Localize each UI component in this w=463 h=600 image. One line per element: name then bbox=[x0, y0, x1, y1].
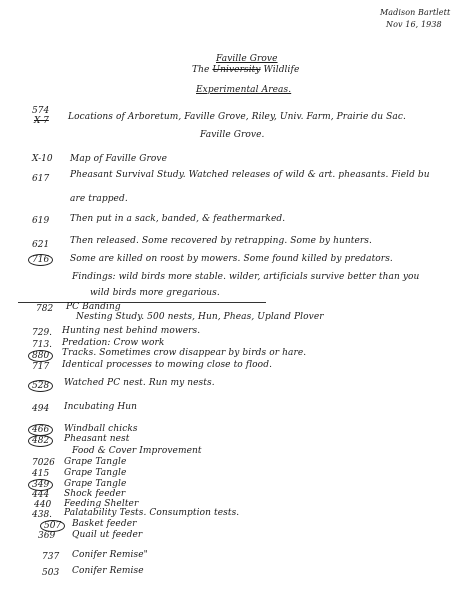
findings-continuation: wild birds more gregarious. bbox=[90, 288, 220, 298]
food-cover-heading: Food & Cover Improvement bbox=[72, 446, 202, 456]
entry-text: Map of Faville Grove bbox=[70, 154, 168, 164]
entry-code: 369 bbox=[38, 531, 56, 541]
entry-code-circled: 507 bbox=[40, 520, 65, 532]
entry-text: Basket feeder bbox=[72, 519, 137, 529]
entry-text: Quail ut feeder bbox=[72, 530, 143, 540]
author-signature: Madison Bartlett bbox=[380, 8, 451, 17]
entry-text: Some are killed on roost by mowers. Some found killed by predators. bbox=[70, 254, 393, 264]
entry-code: 713. bbox=[32, 340, 53, 350]
entry-text: Feeding Shelter bbox=[64, 499, 139, 509]
document-date: Nov 16, 1938 bbox=[386, 20, 442, 29]
entry-code-circled: 349 bbox=[28, 479, 53, 491]
entry-code: 503 bbox=[42, 568, 60, 578]
entry-text: Shock feeder bbox=[64, 489, 126, 499]
entry-code-circled: 466 bbox=[28, 424, 53, 436]
entry-code: 619 bbox=[32, 216, 50, 226]
entry-text: Incubating Hun bbox=[64, 402, 138, 412]
entry-code: 621 bbox=[32, 240, 50, 250]
entry-code: 444 bbox=[32, 490, 50, 500]
entry-text: Then released. Some recovered by retrapping. Some by hunters. bbox=[70, 236, 372, 246]
entry-code: 729. bbox=[32, 328, 53, 338]
entry-text: Watched PC nest. Run my nests. bbox=[64, 378, 215, 388]
entry-code: 440 bbox=[34, 500, 52, 510]
entry-code: 737 bbox=[42, 552, 60, 562]
entry-code-circled: 880 bbox=[28, 350, 53, 362]
entry-text: Pheasant Survival Study. Watched releases of wild & art. pheasants. Field bu bbox=[70, 170, 430, 180]
entry-text: Conifer Remise bbox=[72, 566, 144, 576]
entry-code: 438. bbox=[32, 510, 53, 520]
entry-text: Pheasant nest bbox=[64, 434, 130, 444]
entry-text: Hunting nest behind mowers. bbox=[62, 326, 201, 336]
divider-line bbox=[18, 302, 266, 303]
entry-text: PC Banding bbox=[66, 302, 121, 312]
findings-line: Findings: wild birds more stable. wilder, artificials survive better than you bbox=[72, 272, 420, 282]
entry-code: 617 bbox=[32, 174, 50, 184]
entry-text: Grape Tangle bbox=[64, 468, 127, 478]
entry-code-circled: 528 bbox=[28, 380, 53, 392]
entry-text: Conifer Remise" bbox=[72, 550, 148, 560]
entry-text: Tracks. Sometimes crow disappear by birds or hare. bbox=[62, 348, 307, 358]
section-heading: Faville Grove. bbox=[200, 130, 265, 140]
location-code-struck: X-7 bbox=[34, 116, 49, 126]
entry-code: X-10 bbox=[32, 154, 53, 164]
entry-code: 494 bbox=[32, 404, 50, 414]
page-title: The University Wildlife bbox=[192, 65, 300, 75]
entry-text: Identical processes to mowing close to flood. bbox=[62, 360, 273, 370]
locations-line: Locations of Arboretum, Faville Grove, Riley, Univ. Farm, Prairie du Sac. bbox=[68, 112, 406, 122]
entry-text: Palatability Tests. Consumption tests. bbox=[64, 508, 240, 518]
entry-text: Grape Tangle bbox=[64, 457, 127, 467]
entry-continuation: are trapped. bbox=[70, 194, 128, 204]
entry-text: Windball chicks bbox=[64, 424, 138, 434]
entry-code: 7026 bbox=[32, 458, 55, 468]
entry-code: 717 bbox=[32, 362, 50, 372]
entry-code-circled: 716 bbox=[28, 254, 53, 266]
entry-continuation: Nesting Study. 500 nests, Hun, Pheas, Upland Plover bbox=[76, 312, 324, 322]
location-code: 574 bbox=[32, 106, 50, 116]
title-insertion: Faville Grove bbox=[216, 54, 278, 64]
entry-code: 415 bbox=[32, 469, 50, 479]
entry-code-circled: 482 bbox=[28, 435, 53, 447]
entry-text: Then put in a sack, banded, & feathermarked. bbox=[70, 214, 286, 224]
entry-text: Grape Tangle bbox=[64, 479, 127, 489]
entry-code: 782 bbox=[36, 304, 54, 314]
entry-text: Predation: Crow work bbox=[62, 338, 165, 348]
page-subtitle: Experimental Areas. bbox=[196, 85, 292, 95]
